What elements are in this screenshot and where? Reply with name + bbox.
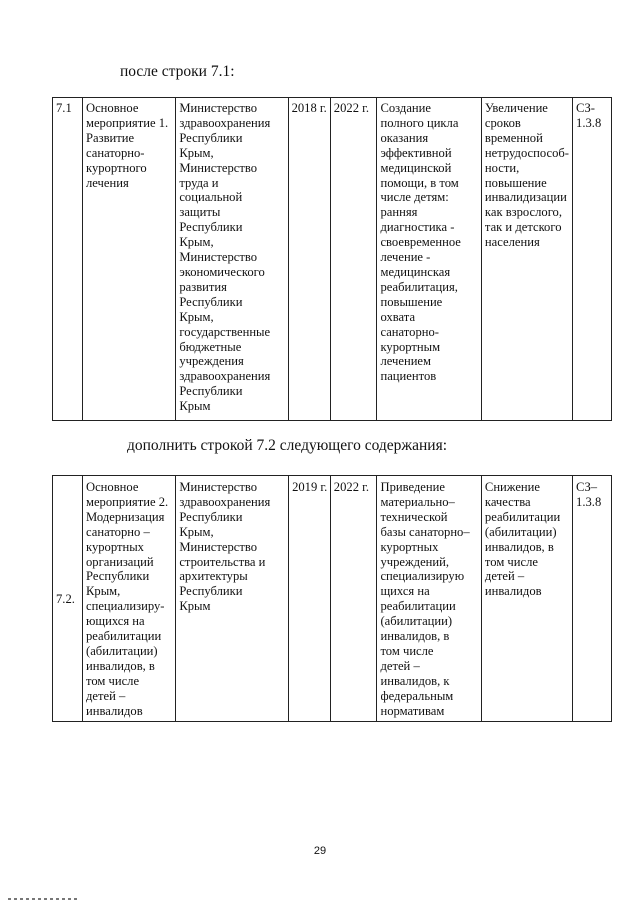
- table-row: [53, 476, 612, 722]
- end-year-cell: 2022 г.: [330, 98, 377, 421]
- intro-add-row-7-2: дополнить строкой 7.2 следующего содержания:: [127, 437, 448, 454]
- intro-after-row-7-1: после строки 7.1:: [120, 63, 235, 80]
- table-row: [53, 98, 612, 421]
- indicator-link-cell: СЗ– 1.3.8: [573, 476, 612, 722]
- start-year-cell: 2018 г.: [288, 98, 330, 421]
- table-row-7-1: [52, 97, 612, 421]
- row-number: 7.1: [53, 98, 83, 421]
- expected-result-cell: Создание полного цикла оказания эффективной медицинской помощи, в том числе детям: ранняя диагностика - своевременное лечение - медицинская реабилитация, повышение охвата санаторно- курортным лечением пациентов: [377, 98, 481, 421]
- end-year-cell: 2022 г.: [330, 476, 377, 722]
- executors-cell: Министерство здравоохранения Республики Крым, Министерство строительства и архитектуры Республики Крым: [176, 476, 288, 722]
- indicator-link-cell: СЗ- 1.3.8: [573, 98, 612, 421]
- activity-cell: Основное мероприятие 2. Модернизация санаторно – курортных организаций Республики Крым, специализиру- ющихся на реабилитации (абилитации) инвалидов, в том числе детей – инвалидов: [83, 476, 176, 722]
- scan-artifact: [8, 898, 78, 900]
- table-row-7-2: [52, 475, 612, 722]
- executors-cell: Министерство здравоохранения Республики Крым, Министерство труда и социальной защиты Республики Крым, Министерство экономического развития Республики Крым, государственные бюджетные учреждения здравоохранения Республики Крым: [176, 98, 288, 421]
- consequence-cell: Снижение качества реабилитации (абилитации) инвалидов, в том числе детей – инвалидов: [481, 476, 572, 722]
- consequence-cell: Увеличение сроков временной нетрудоспособ- ности, повышение инвалидизации как взрослого, так и детского населения: [481, 98, 572, 421]
- expected-result-cell: Приведение материально– технической базы санаторно– курортных учреждений, специализирую щихся на реабилитации (абилитации) инвалидов, в том числе детей – инвалидов, к федеральным нормативам: [377, 476, 481, 722]
- page-number: 29: [313, 845, 327, 857]
- activity-cell: Основное мероприятие 1. Развитие санаторно- курортного лечения: [83, 98, 176, 421]
- start-year-cell: 2019 г.: [288, 476, 330, 722]
- row-number: 7.2.: [53, 476, 83, 722]
